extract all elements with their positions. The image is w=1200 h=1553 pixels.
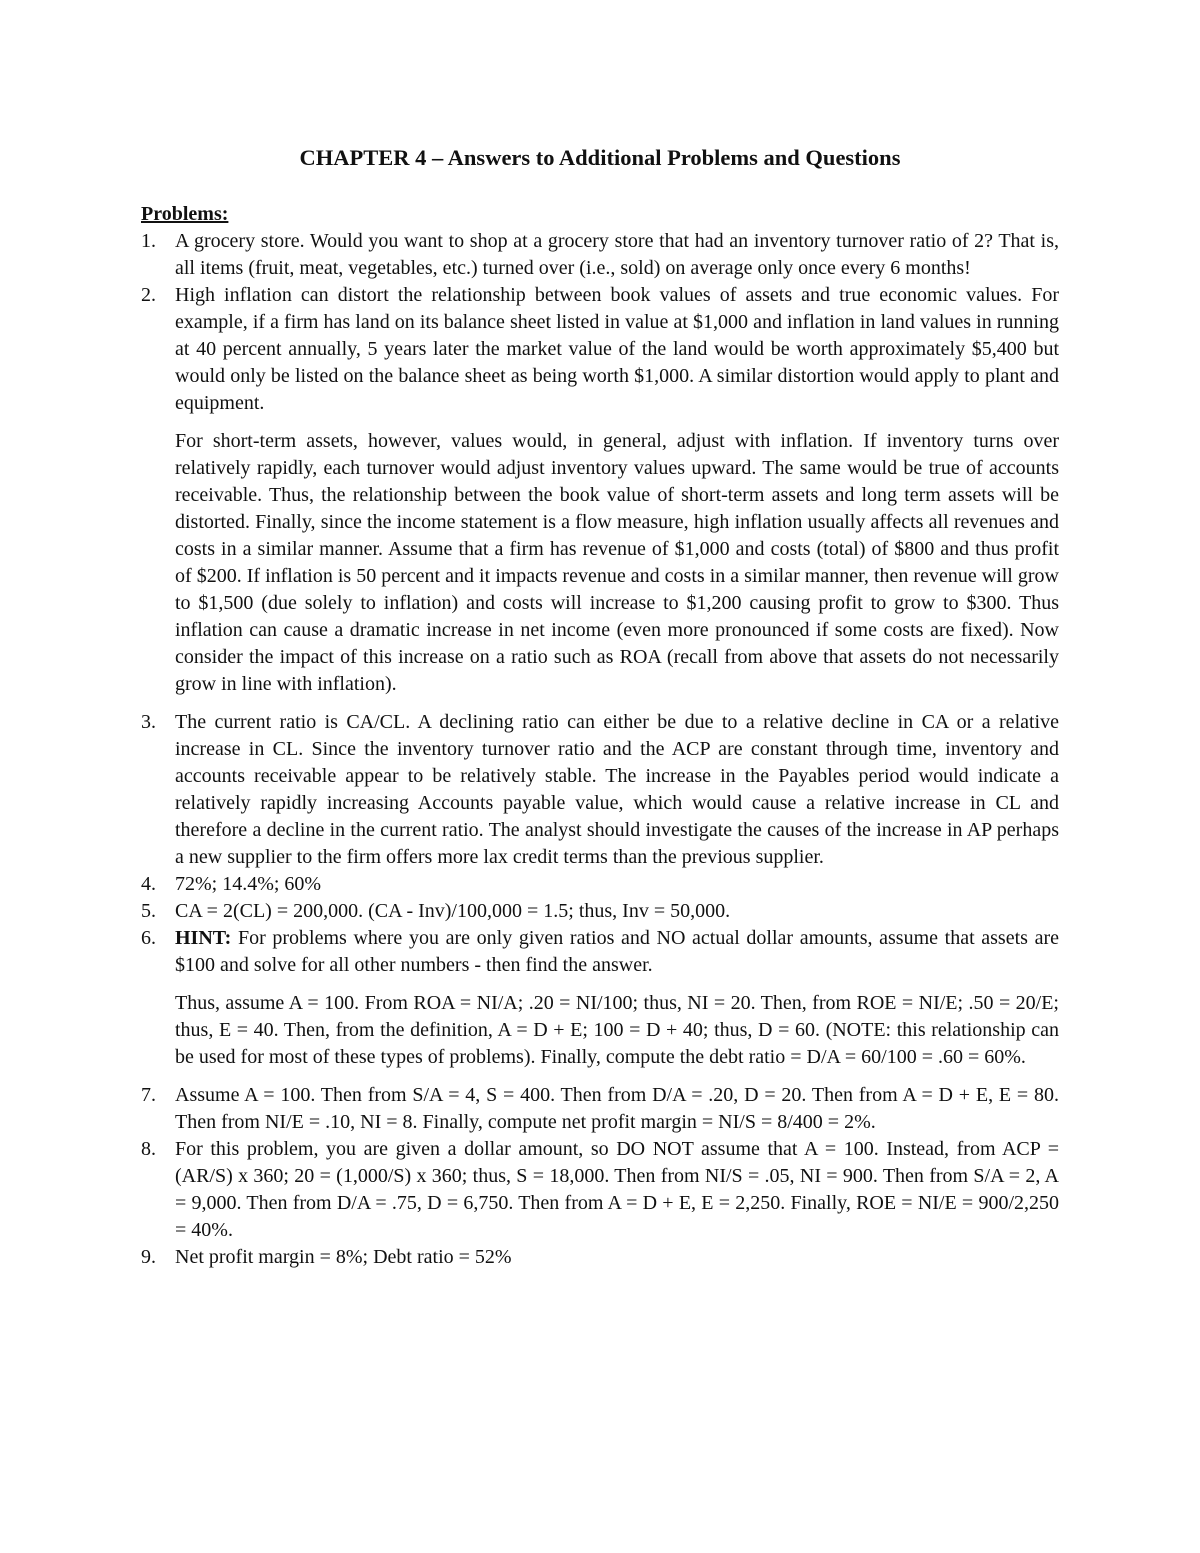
document-body <box>141 201 1059 1271</box>
item-text: Assume A = 100. Then from S/A = 4, S = 400. Then from D/A = .20, D = 20. Then from A = D + E, E = 80. Then from NI/E = .10, NI = 8. Finally, compute net profit margin = NI/S = 8/400 = 2%. <box>175 1084 1059 1133</box>
item-text: Net profit margin = 8%; Debt ratio = 52% <box>175 1246 512 1268</box>
list-item-4 <box>141 871 1059 898</box>
item-6-continuation: Thus, assume A = 100. From ROA = NI/A; .20 = NI/100; thus, NI = 20. Then, from ROE = NI/E; .50 = 20/E; thus, E = 40. Then, from the definition, A = D + E; 100 = D + 40; thus, D = 60. (NOTE: this relationship can be used for most of these types of problems). Finally, compute the debt ratio = D/A = 60/100 = .60 = 60%. <box>175 992 1059 1068</box>
item-number: 9. <box>141 1246 156 1268</box>
page-title: CHAPTER 4 – Answers to Additional Problems and Questions <box>299 145 901 170</box>
item-text: For problems where you are only given ratios and NO actual dollar amounts, assume that assets are $100 and solve for all other numbers - then find the answer. <box>175 927 1059 976</box>
item-text: CA = 2(CL) = 200,000. (CA - Inv)/100,000 = 1.5; thus, Inv = 50,000. <box>175 900 731 922</box>
item-text: 72%; 14.4%; 60% <box>175 873 322 895</box>
list-item-9 <box>141 1244 1059 1271</box>
item-number: 4. <box>141 873 156 895</box>
item-number: 1. <box>141 230 156 252</box>
item-number: 5. <box>141 900 156 922</box>
list-item-1 <box>141 228 1059 282</box>
item-text: A grocery store. Would you want to shop at a grocery store that had an inventory turnover ratio of 2? That is, all items (fruit, meat, vegetables, etc.) turned over (i.e., sold) on average only once every 6 months! <box>175 230 1059 279</box>
item-text: For this problem, you are given a dollar amount, so DO NOT assume that A = 100. Instead, from ACP =(AR/S) x 360; 20 = (1,000/S) x 360; thus, S = 18,000. Then from NI/S = .05, NI = 900. Then from S/A = 2, A = 9,000. Then from D/A = .75, D = 6,750. Then from A = D + E, E = 2,250. Finally, ROE = NI/E = 900/2,250 = 40%. <box>175 1138 1059 1241</box>
item-number: 8. <box>141 1138 156 1160</box>
item-2-continuation: For short-term assets, however, values would, in general, adjust with inflation. If inventory turns over relatively rapidly, each turnover would adjust inventory values upward. The same would be true of accounts receivable. Thus, the relationship between the book value of short-term assets and long term assets will be distorted. Finally, since the income statement is a flow measure, high inflation usually affects all revenues and costs in a similar manner. Assume that a firm has revenue of $1,000 and costs (total) of $800 and thus profit of $200. If inflation is 50 percent and it impacts revenue and costs in a similar manner, then revenue will grow to $1,500 (due solely to inflation) and costs will increase to $1,200 causing profit to grow to $300. Thus inflation can cause a dramatic increase in net income (even more pronounced if some costs are fixed). Now consider the impact of this increase on a ratio such as ROA (recall from above that assets do not necessarily grow in line with inflation). <box>175 430 1059 695</box>
item-number: 3. <box>141 711 156 733</box>
item-text: The current ratio is CA/CL. A declining ratio can either be due to a relative decline in CA or a relative increase in CL. Since the inventory turnover ratio and the ACP are constant through time, inventory and accounts receivable appear to be relatively stable. The increase in the Payables period would indicate a relatively rapidly increasing Accounts payable value, which would cause a relative increase in CL and therefore a decline in the current ratio. The analyst should investigate the causes of the increase in AP perhaps a new supplier to the firm offers more lax credit terms than the previous supplier. <box>175 711 1059 868</box>
list-item-5 <box>141 898 1059 925</box>
item-text: High inflation can distort the relationship between book values of assets and true economic values. For example, if a firm has land on its balance sheet listed in value at $1,000 and inflation in land values in running at 40 percent annually, 5 years later the market value of the land would be worth approximately $5,400 but would only be listed on the balance sheet as being worth $1,000. A similar distortion would apply to plant and equipment. <box>175 284 1059 414</box>
list-item-6 <box>141 925 1059 979</box>
list-item-3 <box>141 709 1059 871</box>
list-item-7 <box>141 1082 1059 1136</box>
item-number: 6. <box>141 927 156 949</box>
list-item-8 <box>141 1136 1059 1244</box>
item-number: 7. <box>141 1084 156 1106</box>
hint-label: HINT: <box>175 927 232 949</box>
item-number: 2. <box>141 284 156 306</box>
list-item-2 <box>141 282 1059 417</box>
section-heading: Problems: <box>141 203 229 225</box>
